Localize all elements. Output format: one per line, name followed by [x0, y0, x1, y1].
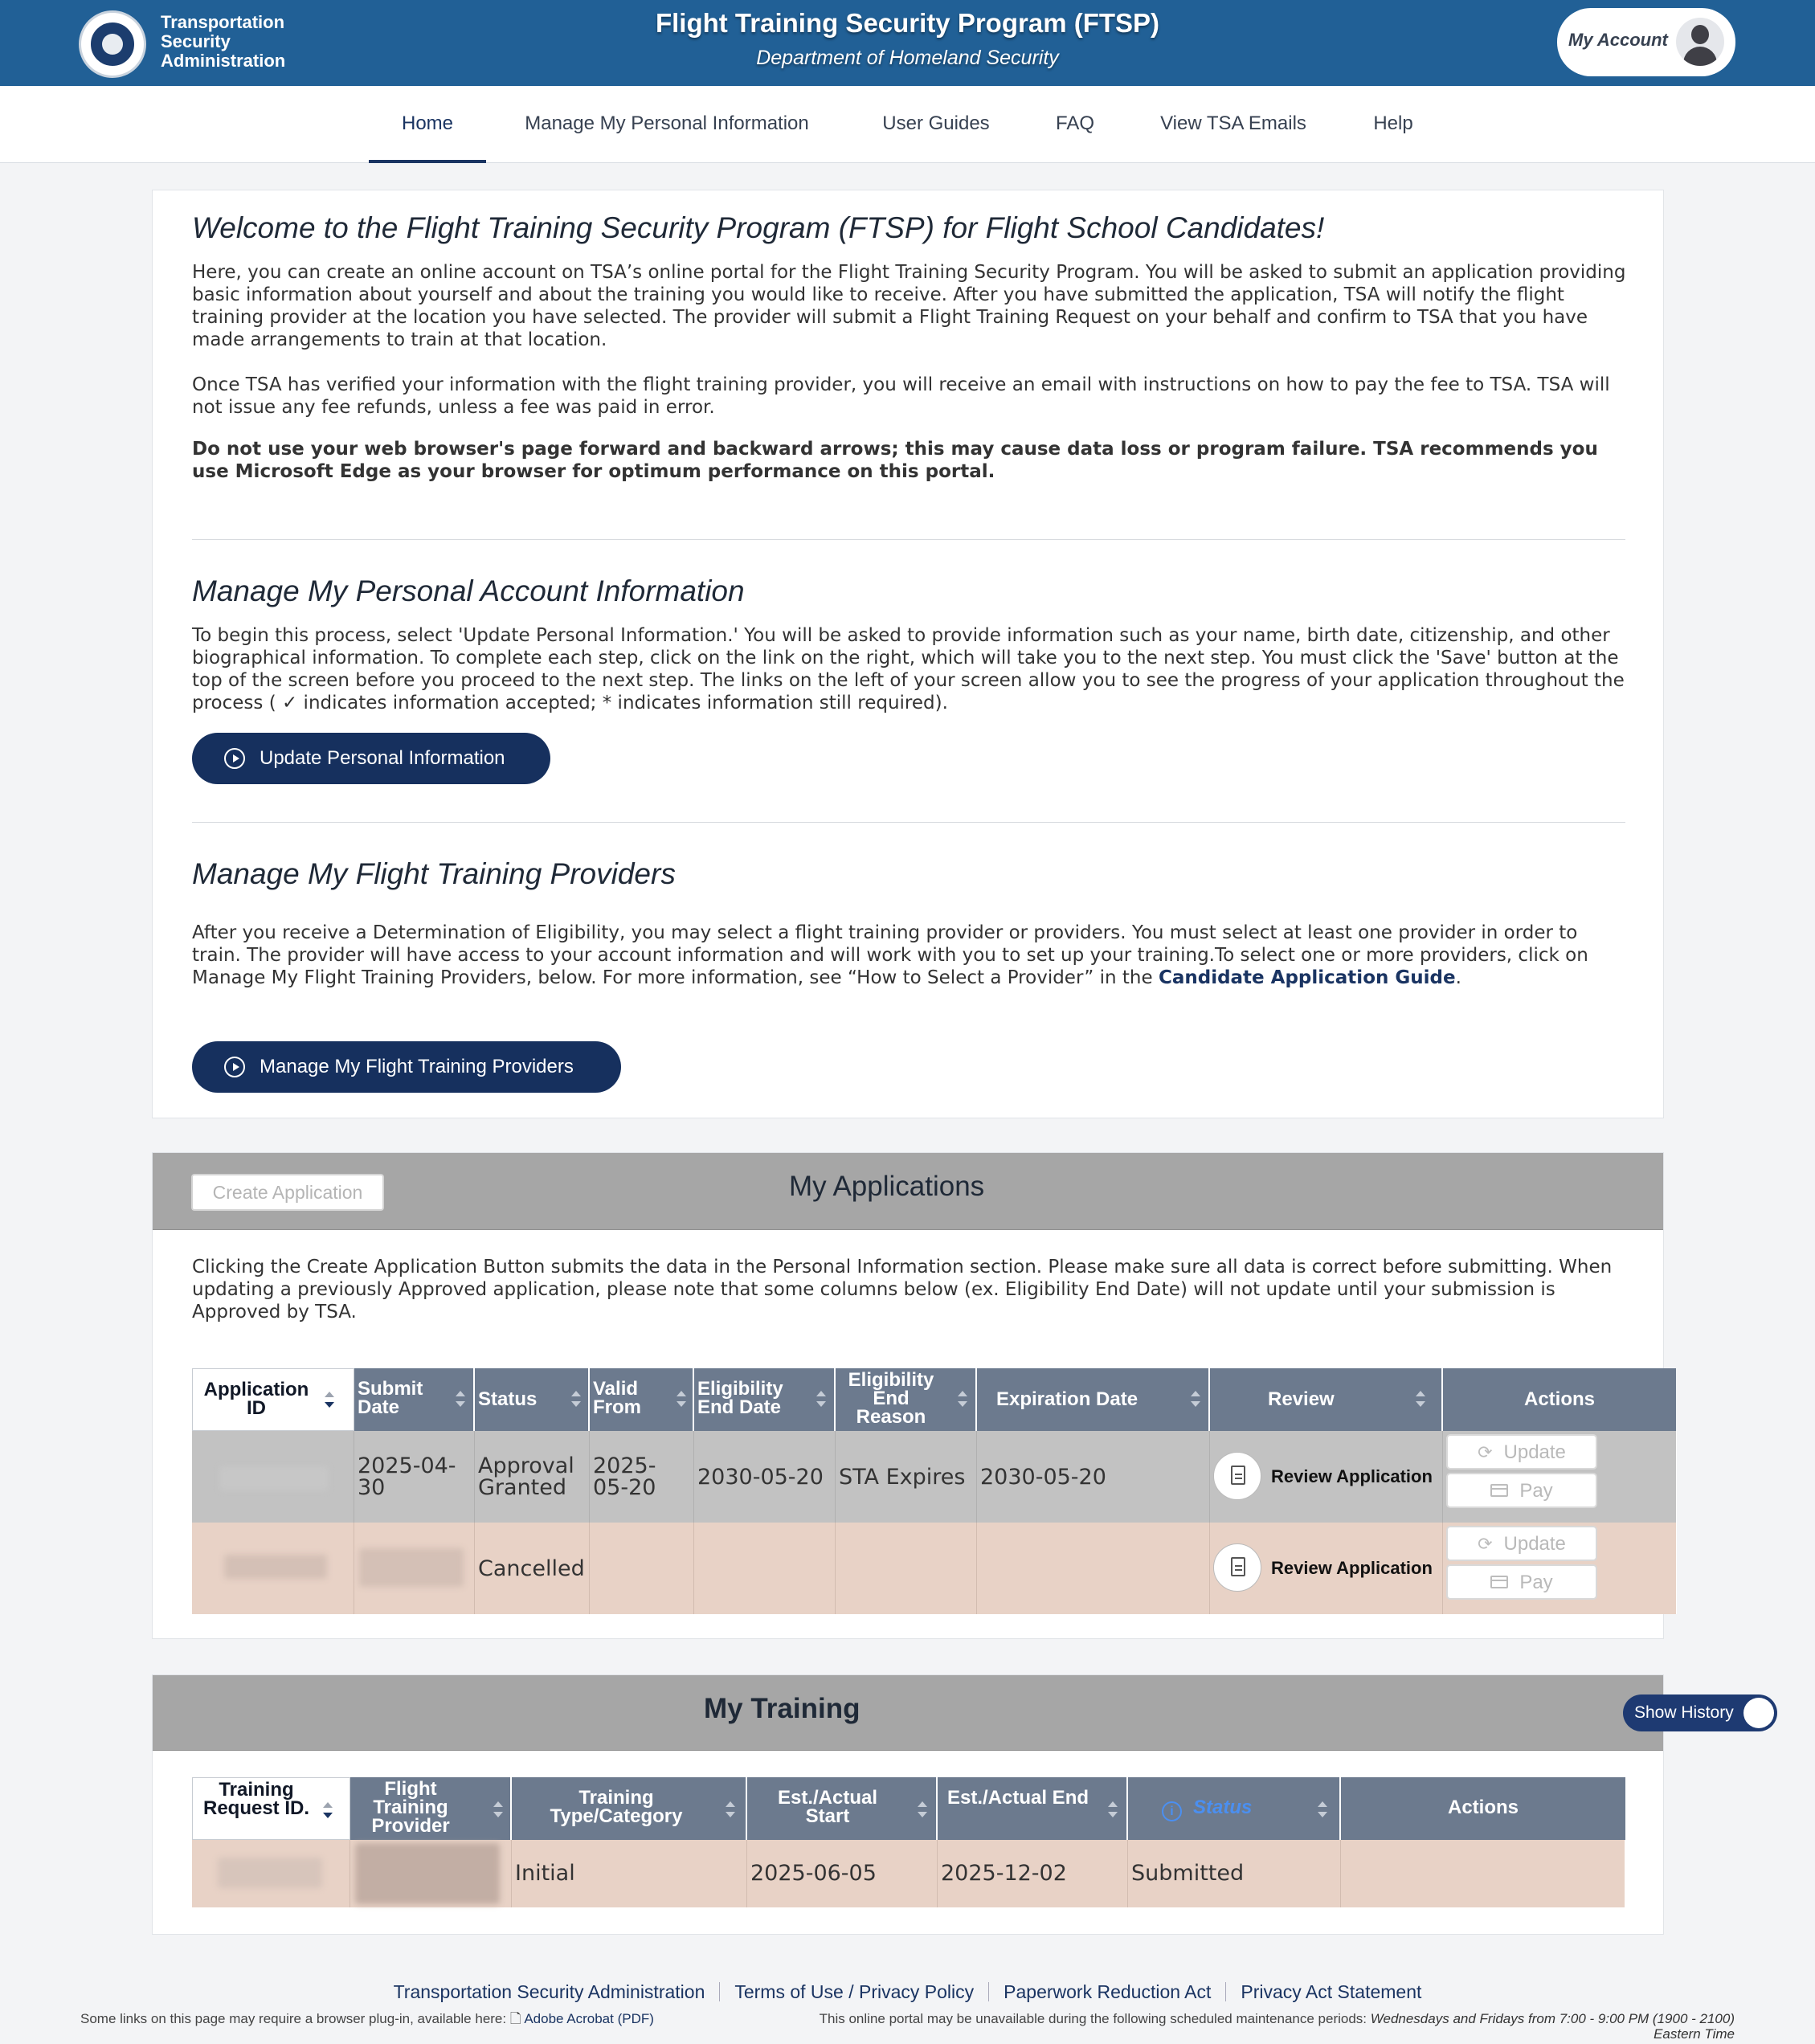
table-row — [192, 1431, 1677, 1523]
status-cell — [475, 1523, 590, 1614]
update-button[interactable] — [1446, 1434, 1597, 1470]
footer-link-paperwork[interactable]: Paperwork Reduction Act — [989, 1982, 1226, 2001]
update-label: Update — [1503, 1532, 1566, 1555]
col-valid-from[interactable] — [590, 1368, 694, 1431]
sort-icon — [816, 1391, 826, 1410]
sort-icon — [456, 1391, 465, 1410]
sort-icon — [1108, 1801, 1118, 1821]
welcome-paragraph-2: Once TSA has verified your information with the flight training provider, you will receive an email with instructions on how to pay the fee to TSA. TSA will not issue any fee refunds, unless a fee was paid in error. — [192, 374, 1610, 418]
actions-cell — [1443, 1431, 1677, 1523]
eligibility-end-reason-cell — [836, 1523, 977, 1614]
col-expiration-date-label: Expiration Date — [996, 1388, 1138, 1410]
sort-icon — [1318, 1801, 1327, 1821]
nav-help[interactable]: Help — [1373, 112, 1413, 134]
col-status-wrap — [1162, 1798, 1252, 1821]
col-eligibility-end-date-label: Eligibility End Date — [697, 1378, 783, 1418]
redacted-provider — [355, 1843, 500, 1904]
top-header — [0, 0, 1815, 86]
nav-home[interactable]: Home — [369, 86, 486, 163]
divider — [192, 822, 1625, 823]
expiration-date-cell — [977, 1523, 1210, 1614]
expiration-date-value: 2030-05-20 — [980, 1465, 1106, 1490]
manage-providers-label: Manage My Flight Training Providers — [260, 1056, 574, 1077]
my-account-label: My Account — [1568, 30, 1668, 50]
training-table — [192, 1777, 1625, 1907]
footer-link-tsa[interactable]: Transportation Security Administration — [379, 1982, 721, 2001]
col-eligibility-end-reason-label: Eligibility End Reason — [848, 1369, 934, 1428]
my-training-card — [152, 1674, 1734, 1935]
pay-button[interactable] — [1446, 1564, 1597, 1600]
adobe-acrobat-link[interactable]: Adobe Acrobat (PDF) — [524, 2011, 654, 2026]
submit-date-value: 2025-04-30 — [358, 1453, 456, 1500]
col-flight-training-provider-label: Flight Training Provider — [371, 1778, 450, 1837]
submit-date-cell — [354, 1431, 475, 1523]
agency-name: Transportation Security Administration — [161, 12, 286, 71]
sort-icon — [958, 1391, 967, 1410]
providers-paragraph-text: After you receive a Determination of Eligibility, you may select a flight training provider or providers. You must select at least one provider in order to train. The provider will have access to your account information and will work with you to set up your training.To select one or more providers, click on Manage My Flight Training Providers, below. For more information, see “How to Select a Provider” in the — [192, 922, 1588, 988]
credit-card-icon — [1490, 1484, 1508, 1497]
col-status-label: Status — [1193, 1797, 1253, 1818]
training-request-id-cell — [192, 1840, 350, 1907]
play-circle-icon — [224, 748, 245, 769]
sort-icon — [918, 1801, 927, 1821]
col-submit-date-label: Submit Date — [358, 1378, 423, 1418]
plugin-note — [80, 2011, 771, 2026]
my-applications-card — [152, 1152, 1664, 1639]
update-personal-information-button[interactable] — [192, 733, 550, 784]
providers-paragraph — [192, 922, 1630, 989]
training-header-bar — [153, 1675, 1734, 1751]
sort-icon — [1191, 1391, 1200, 1410]
sort-icon — [677, 1391, 686, 1410]
col-status-label: Status — [478, 1388, 538, 1410]
status-value: Submitted — [1131, 1861, 1245, 1886]
eligibility-end-reason-value: STA Expires — [839, 1465, 966, 1490]
review-cell — [1210, 1431, 1443, 1523]
sort-icon — [325, 1392, 334, 1411]
footer — [0, 1966, 1815, 2044]
status-value: Approval Granted — [478, 1453, 574, 1500]
col-flight-training-provider[interactable] — [350, 1777, 512, 1840]
col-review-label: Review — [1268, 1388, 1335, 1410]
sort-icon — [1416, 1391, 1425, 1410]
credit-card-icon — [1490, 1576, 1508, 1588]
valid-from-cell — [590, 1431, 694, 1523]
col-training-type-label: Training Type/Category — [550, 1787, 683, 1827]
update-personal-information-label: Update Personal Information — [260, 747, 505, 769]
my-account-button[interactable] — [1557, 8, 1735, 76]
application-id-cell — [192, 1523, 354, 1614]
end-value: 2025-12-02 — [941, 1861, 1067, 1886]
col-training-request-id-label: Training Request ID. — [202, 1779, 310, 1819]
review-cell — [1210, 1523, 1443, 1614]
col-application-id-label: Application ID — [203, 1379, 309, 1419]
table-row — [192, 1840, 1625, 1907]
page-subtitle: Department of Homeland Security — [756, 47, 1059, 69]
play-circle-icon — [224, 1057, 245, 1077]
providers-heading: Manage My Flight Training Providers — [192, 857, 676, 890]
review-application-button[interactable] — [1213, 1543, 1433, 1592]
sort-icon — [726, 1801, 735, 1821]
col-status[interactable] — [1128, 1777, 1341, 1840]
review-application-button[interactable] — [1213, 1452, 1433, 1500]
document-icon — [1213, 1543, 1261, 1592]
col-training-request-id[interactable] — [192, 1777, 350, 1840]
create-application-button[interactable]: Create Application — [191, 1174, 384, 1211]
applications-table — [192, 1368, 1677, 1614]
col-submit-date[interactable] — [354, 1368, 475, 1431]
refresh-icon: ⟳ — [1478, 1533, 1493, 1554]
document-icon — [1213, 1452, 1261, 1500]
flight-training-provider-cell — [350, 1840, 512, 1907]
expiration-date-cell — [977, 1431, 1210, 1523]
col-expiration-date[interactable] — [977, 1368, 1210, 1431]
show-history-toggle[interactable] — [1623, 1694, 1777, 1731]
update-button[interactable] — [1446, 1526, 1597, 1561]
actions-cell — [1341, 1840, 1625, 1907]
col-est-actual-start-label: Est./Actual Start — [777, 1787, 878, 1827]
redacted-submit-date — [359, 1548, 464, 1587]
col-eligibility-end-reason[interactable] — [836, 1368, 977, 1431]
valid-from-value: 2025-05-20 — [593, 1453, 656, 1500]
col-eligibility-end-date[interactable] — [694, 1368, 836, 1431]
end-cell — [938, 1840, 1128, 1907]
applications-note: Clicking the Create Application Button submits the data in the Personal Information section. Please make sure all data is correct before submitting. When updating a previously Approved application, please note that some columns below (ex. Eligibility End Date) will not update until your submission is Approved by TSA. — [192, 1257, 1613, 1322]
eligibility-end-date-cell — [694, 1523, 836, 1614]
personal-info-heading: Manage My Personal Account Information — [192, 574, 745, 607]
providers-paragraph-end: . — [1455, 967, 1461, 988]
maintenance-times: Wednesdays and Fridays from 7:00 - 9:00 PM (1900 - 2100) Eastern Time — [1370, 2011, 1735, 2042]
pay-button[interactable] — [1446, 1473, 1597, 1508]
pdf-file-icon: 🗋 — [509, 2011, 521, 2026]
start-cell — [747, 1840, 938, 1907]
nav-faq[interactable]: FAQ — [1055, 112, 1094, 134]
nav-manage-personal-info[interactable]: Manage My Personal Information — [525, 112, 809, 134]
info-icon: i — [1162, 1801, 1182, 1821]
browser-warning: Do not use your web browser's page forward and backward arrows; this may cause data loss or program failure. TSA recommends you use Microsoft Edge as your browser for optimum performance on this portal. — [192, 439, 1598, 482]
maintenance-note-text: This online portal may be unavailable during the following scheduled maintenance periods: — [819, 2011, 1367, 2026]
col-actions — [1443, 1368, 1676, 1431]
welcome-heading: Welcome to the Flight Training Security Program (FTSP) for Flight School Candidates! — [192, 211, 1325, 244]
submit-date-cell — [354, 1523, 475, 1614]
col-actions-label: Actions — [1447, 1797, 1519, 1818]
info-card — [152, 190, 1664, 1118]
welcome-paragraph-1: Here, you can create an online account on TSA’s online portal for the Flight Training Security Program. You will be asked to submit an application providing basic information about yourself and about the training you would like to receive. After you have submitted the application, TSA will notify the flight training provider at the location you have selected. The provider will submit a Flight Training Request on your behalf and confirm to TSA that you have made arrangements to train at that location. — [192, 262, 1626, 350]
redacted-application-id — [224, 1555, 327, 1579]
redacted-request-id — [218, 1858, 322, 1888]
col-valid-from-label: Valid From — [593, 1378, 641, 1418]
status-value: Cancelled — [478, 1556, 585, 1581]
applications-header-bar — [153, 1153, 1663, 1230]
eligibility-end-reason-cell — [836, 1431, 977, 1523]
main-nav — [0, 86, 1815, 163]
toggle-knob — [1743, 1698, 1774, 1728]
col-training-type[interactable] — [512, 1777, 747, 1840]
manage-flight-training-providers-button[interactable] — [192, 1041, 621, 1093]
status-cell — [475, 1431, 590, 1523]
valid-from-cell — [590, 1523, 694, 1614]
col-est-actual-start[interactable] — [747, 1777, 938, 1840]
eligibility-end-date-cell — [694, 1431, 836, 1523]
nav-view-tsa-emails[interactable]: View TSA Emails — [1160, 112, 1306, 134]
training-type-value: Initial — [515, 1861, 575, 1886]
eligibility-end-date-value: 2030-05-20 — [697, 1465, 824, 1490]
nav-user-guides[interactable]: User Guides — [882, 112, 990, 134]
col-est-actual-end[interactable] — [938, 1777, 1128, 1840]
actions-cell — [1443, 1523, 1677, 1614]
training-type-cell — [512, 1840, 747, 1907]
divider — [192, 539, 1625, 540]
footer-links — [0, 1982, 1815, 2001]
table-row — [192, 1523, 1677, 1614]
footer-link-privacy-act[interactable]: Privacy Act Statement — [1241, 1981, 1422, 2002]
col-actions — [1341, 1777, 1625, 1840]
col-est-actual-end-label: Est./Actual End — [946, 1787, 1089, 1809]
plugin-note-text: Some links on this page may require a browser plug-in, available here: — [80, 2011, 507, 2026]
col-application-id[interactable] — [192, 1368, 354, 1431]
candidate-application-guide-link[interactable]: Candidate Application Guide — [1158, 967, 1456, 988]
col-status[interactable] — [475, 1368, 590, 1431]
col-actions-label: Actions — [1523, 1388, 1595, 1410]
review-application-label: Review Application — [1271, 1466, 1433, 1486]
footer-link-terms[interactable]: Terms of Use / Privacy Policy — [720, 1982, 989, 2001]
avatar-icon — [1676, 18, 1724, 66]
redacted-application-id — [219, 1466, 329, 1490]
sort-icon — [571, 1391, 581, 1410]
update-label: Update — [1503, 1441, 1566, 1463]
refresh-icon: ⟳ — [1478, 1441, 1493, 1462]
maintenance-note — [791, 2011, 1735, 2042]
sort-icon — [493, 1801, 503, 1821]
show-history-label: Show History — [1634, 1703, 1734, 1722]
pay-label: Pay — [1519, 1571, 1553, 1593]
review-application-label: Review Application — [1271, 1557, 1433, 1578]
training-title: My Training — [704, 1693, 860, 1724]
status-cell — [1128, 1840, 1341, 1907]
personal-info-paragraph: To begin this process, select 'Update Personal Information.' You will be asked to provide information such as your name, birth date, citizenship, and other biographical information. To complete each step, click on the link on the right, which will take you to the next step. You must click the 'Save' button at the top of the screen before you proceed to the next step. The links on the left of your screen allow you to see the progress of your application throughout the process ( ✓ indicates information accepted; * indicates information still required). — [192, 625, 1625, 713]
pay-label: Pay — [1519, 1479, 1553, 1502]
sort-icon — [323, 1802, 333, 1821]
application-id-cell — [192, 1431, 354, 1523]
col-review[interactable] — [1210, 1368, 1443, 1431]
page-title: Flight Training Security Program (FTSP) — [655, 8, 1160, 38]
start-value: 2025-06-05 — [750, 1861, 877, 1886]
applications-title: My Applications — [789, 1171, 985, 1202]
